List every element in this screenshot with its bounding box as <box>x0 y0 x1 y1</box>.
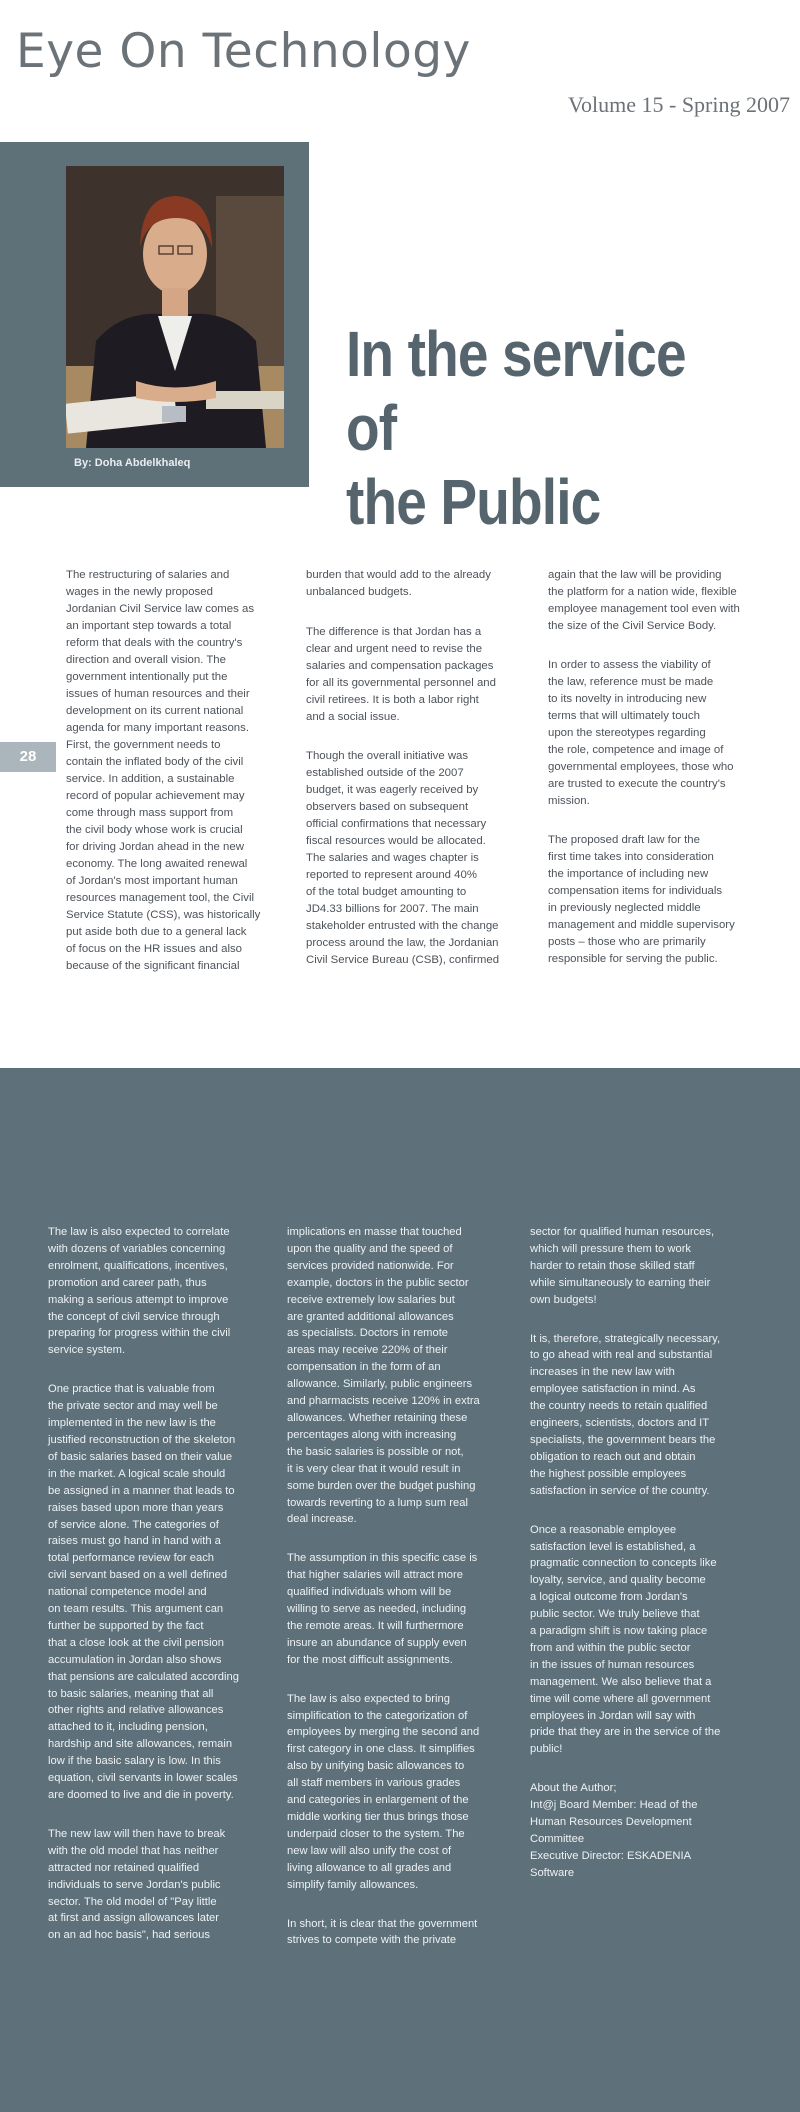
paragraph: Though the overall initiative was established outside of the 2007 budget, it was eagerly received by observers based on subsequent official confirmations that necessary fiscal resources would be allocated. The salaries and wages chapter is reported to represent around 40% of the total budget amounting to JD4.33 billions for 2007. The main stakeholder entrusted with the change process around the law, the Jordanian Civil Service Bureau (CSB), confirmed <box>306 750 500 966</box>
article-title: In the service of the Public <box>346 318 686 538</box>
paragraph: Once a reasonable employee satisfaction level is established, a pragmatic connection to concepts like loyalty, service, and quality become a logical outcome from Jordan's public sector. We truly believe that a paradigm shift is now taking place from and within the public sector in the issues of human resources management. We also believe that a time will come where all government employees in Jordan will say with pride that they are in the service of the public! <box>530 1523 721 1756</box>
masthead: Eye On Technology <box>16 24 471 79</box>
lower-column-2 <box>287 1224 499 1971</box>
lower-column-3 <box>530 1224 755 1904</box>
paragraph: In short, it is clear that the government strives to compete with the private <box>287 1917 478 1947</box>
paragraph: sector for qualified human resources, which will pressure them to work harder to retain those skilled staff while simultaneously to earning their own budgets! <box>530 1226 715 1306</box>
author-photo <box>66 166 284 448</box>
paragraph: implications en masse that touched upon the quality and the speed of services provided nationwide. For example, doctors in the public sector receive extremely low salaries but are granted additional allowances as specialists. Doctors in remote areas may receive 220% of their compensation in the form of an allowance. Similarly, public engineers and pharmacists receive 120% in extra allowances. Whether retaining these percentages along with increasing the basic salaries is possible or not, it is very clear that it would result in some burden over the budget pushing towards reverting to a lump sum real deal increase. <box>287 1226 480 1526</box>
issue-volume: Volume 15 - Spring 2007 <box>567 92 790 117</box>
author-note: About the Author; Int@j Board Member: Head of the Human Resources Development Committee Executive Director: ESKADENIA Software <box>530 1782 698 1879</box>
paragraph: One practice that is valuable from the private sector and may well be implemented in the new law is the justified reconstruction of the skeleton of basic salaries based on their value in the market. A logical scale should be assigned in a manner that leads to raises based upon more than years of service alone. The categories of raises must go hand in hand with a total performance review for each civil servant based on a well defined national competence model and on team results. This argument can further be supported by the fact that a close look at the civil pension accumulation in Jordan also shows that pensions are calculated according to basic salaries, meaning that all other rights and relative allowances attached to it, including pension, hardship and site allowances, remain low if the basic salary is low. In this equation, civil servants in lower scales are doomed to live and die in poverty. <box>48 1383 239 1801</box>
paragraph: The proposed draft law for the first time takes into consideration the importance of including new compensation items for individuals in previously neglected middle management and middle supervisory posts – those who are primarily responsible for serving the public. <box>548 834 735 965</box>
paragraph: In order to assess the viability of the law, reference must be made to its novelty in introducing new terms that will ultimately touch upon the stereotypes regarding the role, competence and image of governmental employees, those who are trusted to execute the country's mission. <box>548 659 734 807</box>
paragraph: The new law will then have to break with the old model that has neither attracted nor retained qualified individuals to serve Jordan's public sector. The old model of "Pay little at first and assign allowances later on an ad hoc basis", had serious <box>48 1827 226 1942</box>
paragraph: burden that would add to the already unbalanced budgets. <box>306 569 491 598</box>
paragraph: The law is also expected to correlate with dozens of variables concerning enrolment, qualifications, incentives, promotion and career path, thus making a serious attempt to improve the concept of civil service through preparing for progress within the civil service system. <box>48 1226 231 1357</box>
paragraph: It is, therefore, strategically necessary, to go ahead with real and substantial increases in the new law with employee satisfaction in mind. As the country needs to retain qualified engineers, scientists, doctors and IT specialists, the government bears the obligation to reach out and obtain the highest possible employees satisfaction in service of the country. <box>530 1332 721 1497</box>
paragraph: The restructuring of salaries and wages in the newly proposed Jordanian Civil Service law comes as an important step towards a total reform that deals with the country's direction and overall vision. The government intentionally put the issues of human resources and their development on its current national agenda for many important reasons. First, the government needs to contain the inflated body of the civil service. In addition, a sustainable record of popular achievement may come through mass support from the civil body whose work is crucial for driving Jordan ahead in the new economy. The long awaited renewal of Jordan's most important human resources management tool, the Civil Service Statute (CSS), was historically put aside both due to a general lack of focus on the HR issues and also because of the significant financial <box>66 569 261 972</box>
page-number: 28 <box>0 742 56 772</box>
paragraph: The law is also expected to bring simplification to the categorization of employees by merging the second and first category in one class. It simplifies also by unifying basic allowances to all staff members in various grades and categories in enlargement of the middle working tier thus brings those underpaid closer to the system. The new law will also unify the cost of living allowance to all grades and simplify family allowances. <box>287 1692 480 1891</box>
byline: By: Doha Abdelkhaleq <box>74 457 191 469</box>
portrait-illustration <box>66 166 284 448</box>
paragraph: The assumption in this specific case is that higher salaries will attract more qualified individuals whom will be willing to serve as needed, including the remote areas. It will furthermore insure an abundance of supply even for the most difficult assignments. <box>287 1552 478 1666</box>
paragraph: again that the law will be providing the platform for a nation wide, flexible employee management tool even with the size of the Civil Service Body. <box>548 569 740 632</box>
upper-column-3 <box>548 567 763 990</box>
paragraph: The difference is that Jordan has a clear and urgent need to revise the salaries and compensation packages for all its governmental personnel and civil retirees. It is both a labor right and a social issue. <box>306 626 496 723</box>
lower-column-1 <box>48 1224 260 1966</box>
upper-column-1 <box>66 567 281 997</box>
upper-column-2 <box>306 567 521 991</box>
